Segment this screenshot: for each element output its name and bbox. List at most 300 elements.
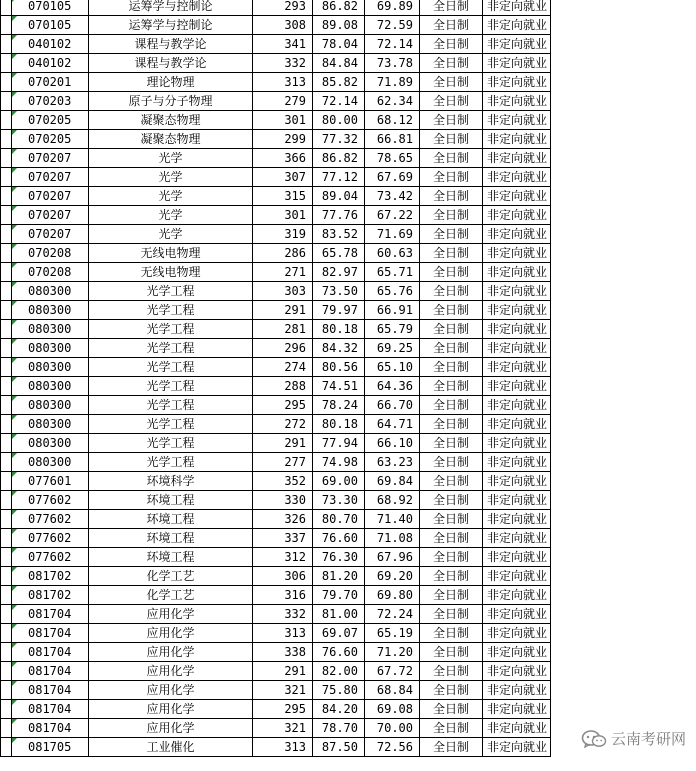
row-margin-cell[interactable]	[1, 244, 12, 263]
cell-total[interactable]: 307	[253, 168, 313, 187]
cell-score1[interactable]: 80.70	[313, 510, 365, 529]
cell-total[interactable]: 271	[253, 263, 313, 282]
cell-score1[interactable]: 65.78	[313, 244, 365, 263]
cell-plan[interactable]: 非定向就业	[483, 681, 551, 700]
cell-score1[interactable]: 79.97	[313, 301, 365, 320]
cell-code[interactable]	[12, 434, 89, 453]
row-margin-cell[interactable]	[1, 320, 12, 339]
cell-score2[interactable]: 67.96	[365, 548, 420, 567]
cell-score2[interactable]: 71.40	[365, 510, 420, 529]
cell-major[interactable]: 光学	[89, 206, 253, 225]
cell-plan[interactable]: 非定向就业	[483, 187, 551, 206]
cell-mode[interactable]: 全日制	[420, 35, 483, 54]
cell-code[interactable]	[12, 339, 89, 358]
row-margin-cell[interactable]	[1, 719, 12, 738]
cell-score1[interactable]: 74.51	[313, 377, 365, 396]
cell-total[interactable]: 301	[253, 111, 313, 130]
cell-mode[interactable]: 全日制	[420, 339, 483, 358]
cell-score1[interactable]: 73.30	[313, 491, 365, 510]
cell-plan[interactable]: 非定向就业	[483, 510, 551, 529]
cell-major[interactable]: 应用化学	[89, 624, 253, 643]
cell-score2[interactable]: 69.84	[365, 472, 420, 491]
row-margin-cell[interactable]	[1, 738, 12, 757]
cell-mode[interactable]: 全日制	[420, 624, 483, 643]
cell-score1[interactable]: 85.82	[313, 73, 365, 92]
cell-mode[interactable]: 全日制	[420, 434, 483, 453]
cell-mode[interactable]: 全日制	[420, 54, 483, 73]
cell-plan[interactable]: 非定向就业	[483, 358, 551, 377]
cell-mode[interactable]: 全日制	[420, 149, 483, 168]
cell-major[interactable]: 化学工艺	[89, 567, 253, 586]
cell-score1[interactable]: 86.82	[313, 0, 365, 16]
cell-score1[interactable]: 81.00	[313, 605, 365, 624]
cell-score1[interactable]: 75.80	[313, 681, 365, 700]
cell-code[interactable]	[12, 567, 89, 586]
cell-total[interactable]: 341	[253, 35, 313, 54]
cell-major[interactable]: 运筹学与控制论	[89, 16, 253, 35]
cell-score1[interactable]: 82.97	[313, 263, 365, 282]
row-margin-cell[interactable]	[1, 358, 12, 377]
cell-code[interactable]	[12, 415, 89, 434]
cell-score2[interactable]: 71.08	[365, 529, 420, 548]
cell-mode[interactable]: 全日制	[420, 206, 483, 225]
cell-total[interactable]: 332	[253, 54, 313, 73]
cell-score2[interactable]: 68.84	[365, 681, 420, 700]
cell-code[interactable]	[12, 16, 89, 35]
cell-major[interactable]: 凝聚态物理	[89, 130, 253, 149]
cell-score1[interactable]: 77.32	[313, 130, 365, 149]
cell-mode[interactable]: 全日制	[420, 396, 483, 415]
cell-major[interactable]: 应用化学	[89, 643, 253, 662]
cell-score2[interactable]: 71.69	[365, 225, 420, 244]
cell-major[interactable]: 理论物理	[89, 73, 253, 92]
cell-major[interactable]: 环境工程	[89, 529, 253, 548]
cell-plan[interactable]: 非定向就业	[483, 130, 551, 149]
cell-plan[interactable]: 非定向就业	[483, 643, 551, 662]
cell-plan[interactable]: 非定向就业	[483, 111, 551, 130]
cell-score1[interactable]: 81.20	[313, 567, 365, 586]
cell-total[interactable]: 277	[253, 453, 313, 472]
cell-code[interactable]	[12, 396, 89, 415]
row-margin-cell[interactable]	[1, 510, 12, 529]
cell-major[interactable]: 光学	[89, 149, 253, 168]
cell-score1[interactable]: 82.00	[313, 662, 365, 681]
cell-score2[interactable]: 73.78	[365, 54, 420, 73]
cell-total[interactable]: 313	[253, 624, 313, 643]
cell-total[interactable]: 352	[253, 472, 313, 491]
cell-major[interactable]: 光学	[89, 225, 253, 244]
cell-plan[interactable]: 非定向就业	[483, 0, 551, 16]
row-margin-cell[interactable]	[1, 54, 12, 73]
cell-mode[interactable]: 全日制	[420, 377, 483, 396]
cell-total[interactable]: 319	[253, 225, 313, 244]
cell-score1[interactable]: 80.00	[313, 111, 365, 130]
cell-total[interactable]: 291	[253, 434, 313, 453]
cell-total[interactable]: 312	[253, 548, 313, 567]
cell-code[interactable]	[12, 453, 89, 472]
cell-mode[interactable]: 全日制	[420, 16, 483, 35]
cell-major[interactable]: 环境科学	[89, 472, 253, 491]
cell-major[interactable]: 应用化学	[89, 719, 253, 738]
cell-mode[interactable]: 全日制	[420, 586, 483, 605]
cell-code[interactable]	[12, 54, 89, 73]
cell-score2[interactable]: 68.12	[365, 111, 420, 130]
cell-score1[interactable]: 80.56	[313, 358, 365, 377]
row-margin-cell[interactable]	[1, 700, 12, 719]
cell-mode[interactable]: 全日制	[420, 605, 483, 624]
cell-score1[interactable]: 76.60	[313, 643, 365, 662]
cell-plan[interactable]: 非定向就业	[483, 54, 551, 73]
row-margin-cell[interactable]	[1, 282, 12, 301]
cell-total[interactable]: 330	[253, 491, 313, 510]
cell-code[interactable]	[12, 529, 89, 548]
cell-major[interactable]: 原子与分子物理	[89, 92, 253, 111]
cell-score1[interactable]: 77.94	[313, 434, 365, 453]
cell-total[interactable]: 308	[253, 16, 313, 35]
cell-score2[interactable]: 68.92	[365, 491, 420, 510]
row-margin-cell[interactable]	[1, 35, 12, 54]
row-margin-cell[interactable]	[1, 567, 12, 586]
cell-plan[interactable]: 非定向就业	[483, 396, 551, 415]
cell-plan[interactable]: 非定向就业	[483, 206, 551, 225]
cell-code[interactable]	[12, 605, 89, 624]
cell-code[interactable]	[12, 73, 89, 92]
cell-major[interactable]: 应用化学	[89, 605, 253, 624]
row-margin-cell[interactable]	[1, 453, 12, 472]
cell-code[interactable]	[12, 662, 89, 681]
row-margin-cell[interactable]	[1, 16, 12, 35]
cell-major[interactable]: 光学工程	[89, 377, 253, 396]
cell-score1[interactable]: 69.07	[313, 624, 365, 643]
cell-total[interactable]: 286	[253, 244, 313, 263]
cell-score2[interactable]: 71.89	[365, 73, 420, 92]
cell-score2[interactable]: 69.08	[365, 700, 420, 719]
cell-total[interactable]: 313	[253, 73, 313, 92]
cell-total[interactable]: 315	[253, 187, 313, 206]
cell-code[interactable]	[12, 377, 89, 396]
cell-mode[interactable]: 全日制	[420, 111, 483, 130]
cell-mode[interactable]: 全日制	[420, 567, 483, 586]
cell-major[interactable]: 环境工程	[89, 548, 253, 567]
row-margin-cell[interactable]	[1, 396, 12, 415]
cell-total[interactable]: 295	[253, 396, 313, 415]
cell-plan[interactable]: 非定向就业	[483, 700, 551, 719]
cell-major[interactable]: 运筹学与控制论	[89, 0, 253, 16]
cell-score1[interactable]: 73.50	[313, 282, 365, 301]
cell-score1[interactable]: 83.52	[313, 225, 365, 244]
cell-score1[interactable]: 79.70	[313, 586, 365, 605]
cell-score1[interactable]: 84.20	[313, 700, 365, 719]
cell-score2[interactable]: 67.22	[365, 206, 420, 225]
cell-mode[interactable]: 全日制	[420, 415, 483, 434]
cell-score1[interactable]: 84.32	[313, 339, 365, 358]
cell-mode[interactable]: 全日制	[420, 225, 483, 244]
cell-code[interactable]	[12, 548, 89, 567]
cell-score2[interactable]: 66.10	[365, 434, 420, 453]
cell-mode[interactable]: 全日制	[420, 662, 483, 681]
row-margin-cell[interactable]	[1, 149, 12, 168]
row-margin-cell[interactable]	[1, 548, 12, 567]
cell-score1[interactable]: 77.76	[313, 206, 365, 225]
cell-code[interactable]	[12, 624, 89, 643]
cell-total[interactable]: 295	[253, 700, 313, 719]
cell-major[interactable]: 环境工程	[89, 491, 253, 510]
cell-plan[interactable]: 非定向就业	[483, 548, 551, 567]
cell-code[interactable]	[12, 282, 89, 301]
cell-code[interactable]	[12, 130, 89, 149]
cell-mode[interactable]: 全日制	[420, 282, 483, 301]
cell-code[interactable]	[12, 510, 89, 529]
row-margin-cell[interactable]	[1, 111, 12, 130]
cell-major[interactable]: 光学	[89, 168, 253, 187]
cell-score2[interactable]: 65.19	[365, 624, 420, 643]
row-margin-cell[interactable]	[1, 624, 12, 643]
cell-mode[interactable]: 全日制	[420, 643, 483, 662]
cell-mode[interactable]: 全日制	[420, 491, 483, 510]
cell-total[interactable]: 288	[253, 377, 313, 396]
cell-mode[interactable]: 全日制	[420, 738, 483, 757]
cell-plan[interactable]: 非定向就业	[483, 586, 551, 605]
cell-plan[interactable]: 非定向就业	[483, 35, 551, 54]
row-margin-cell[interactable]	[1, 662, 12, 681]
cell-code[interactable]	[12, 320, 89, 339]
cell-mode[interactable]: 全日制	[420, 168, 483, 187]
cell-score2[interactable]: 60.63	[365, 244, 420, 263]
cell-plan[interactable]: 非定向就业	[483, 320, 551, 339]
cell-major[interactable]: 光学工程	[89, 396, 253, 415]
cell-plan[interactable]: 非定向就业	[483, 282, 551, 301]
cell-score2[interactable]: 73.42	[365, 187, 420, 206]
cell-score2[interactable]: 69.25	[365, 339, 420, 358]
cell-score2[interactable]: 69.80	[365, 586, 420, 605]
cell-score1[interactable]: 86.82	[313, 149, 365, 168]
cell-score1[interactable]: 69.00	[313, 472, 365, 491]
cell-code[interactable]	[12, 206, 89, 225]
cell-code[interactable]	[12, 358, 89, 377]
cell-score2[interactable]: 78.65	[365, 149, 420, 168]
cell-total[interactable]: 299	[253, 130, 313, 149]
cell-plan[interactable]: 非定向就业	[483, 16, 551, 35]
cell-total[interactable]: 274	[253, 358, 313, 377]
cell-code[interactable]	[12, 472, 89, 491]
cell-score2[interactable]: 71.20	[365, 643, 420, 662]
cell-mode[interactable]: 全日制	[420, 510, 483, 529]
cell-score2[interactable]: 64.71	[365, 415, 420, 434]
row-margin-cell[interactable]	[1, 206, 12, 225]
cell-code[interactable]	[12, 168, 89, 187]
cell-plan[interactable]: 非定向就业	[483, 491, 551, 510]
cell-plan[interactable]: 非定向就业	[483, 719, 551, 738]
cell-plan[interactable]: 非定向就业	[483, 472, 551, 491]
cell-total[interactable]: 326	[253, 510, 313, 529]
row-margin-cell[interactable]	[1, 130, 12, 149]
cell-code[interactable]	[12, 681, 89, 700]
cell-mode[interactable]: 全日制	[420, 320, 483, 339]
cell-score2[interactable]: 70.00	[365, 719, 420, 738]
cell-major[interactable]: 应用化学	[89, 681, 253, 700]
cell-total[interactable]: 291	[253, 662, 313, 681]
cell-major[interactable]: 化学工艺	[89, 586, 253, 605]
cell-total[interactable]: 306	[253, 567, 313, 586]
cell-plan[interactable]: 非定向就业	[483, 624, 551, 643]
cell-code[interactable]	[12, 301, 89, 320]
cell-major[interactable]: 光学工程	[89, 415, 253, 434]
cell-score2[interactable]: 67.72	[365, 662, 420, 681]
cell-major[interactable]: 凝聚态物理	[89, 111, 253, 130]
cell-major[interactable]: 工业催化	[89, 738, 253, 757]
row-margin-cell[interactable]	[1, 643, 12, 662]
cell-total[interactable]: 279	[253, 92, 313, 111]
row-margin-cell[interactable]	[1, 225, 12, 244]
cell-code[interactable]	[12, 187, 89, 206]
cell-plan[interactable]: 非定向就业	[483, 149, 551, 168]
cell-major[interactable]: 课程与教学论	[89, 35, 253, 54]
cell-code[interactable]	[12, 738, 89, 757]
cell-total[interactable]: 296	[253, 339, 313, 358]
cell-plan[interactable]: 非定向就业	[483, 567, 551, 586]
cell-code[interactable]	[12, 700, 89, 719]
cell-score2[interactable]: 62.34	[365, 92, 420, 111]
cell-plan[interactable]: 非定向就业	[483, 453, 551, 472]
row-margin-cell[interactable]	[1, 415, 12, 434]
cell-score1[interactable]: 80.18	[313, 320, 365, 339]
row-margin-cell[interactable]	[1, 73, 12, 92]
row-margin-cell[interactable]	[1, 301, 12, 320]
cell-total[interactable]: 332	[253, 605, 313, 624]
cell-major[interactable]: 无线电物理	[89, 263, 253, 282]
cell-code[interactable]	[12, 149, 89, 168]
cell-score2[interactable]: 65.79	[365, 320, 420, 339]
cell-plan[interactable]: 非定向就业	[483, 263, 551, 282]
cell-plan[interactable]: 非定向就业	[483, 415, 551, 434]
cell-score1[interactable]: 76.60	[313, 529, 365, 548]
cell-score1[interactable]: 72.14	[313, 92, 365, 111]
cell-plan[interactable]: 非定向就业	[483, 529, 551, 548]
cell-total[interactable]: 337	[253, 529, 313, 548]
cell-score1[interactable]: 89.08	[313, 16, 365, 35]
cell-major[interactable]: 光学工程	[89, 282, 253, 301]
cell-mode[interactable]: 全日制	[420, 453, 483, 472]
row-margin-cell[interactable]	[1, 339, 12, 358]
cell-code[interactable]	[12, 111, 89, 130]
cell-plan[interactable]: 非定向就业	[483, 73, 551, 92]
row-margin-cell[interactable]	[1, 472, 12, 491]
cell-score1[interactable]: 80.18	[313, 415, 365, 434]
cell-score2[interactable]: 69.20	[365, 567, 420, 586]
cell-mode[interactable]: 全日制	[420, 73, 483, 92]
cell-mode[interactable]: 全日制	[420, 263, 483, 282]
cell-plan[interactable]: 非定向就业	[483, 738, 551, 757]
cell-code[interactable]	[12, 0, 89, 16]
row-margin-cell[interactable]	[1, 168, 12, 187]
row-margin-cell[interactable]	[1, 92, 12, 111]
cell-code[interactable]	[12, 263, 89, 282]
cell-code[interactable]	[12, 643, 89, 662]
cell-score2[interactable]: 72.24	[365, 605, 420, 624]
cell-score1[interactable]: 74.98	[313, 453, 365, 472]
cell-major[interactable]: 环境工程	[89, 510, 253, 529]
cell-major[interactable]: 应用化学	[89, 700, 253, 719]
cell-total[interactable]: 303	[253, 282, 313, 301]
cell-code[interactable]	[12, 244, 89, 263]
cell-score2[interactable]: 72.59	[365, 16, 420, 35]
row-margin-cell[interactable]	[1, 605, 12, 624]
cell-mode[interactable]: 全日制	[420, 244, 483, 263]
cell-mode[interactable]: 全日制	[420, 358, 483, 377]
cell-score1[interactable]: 78.24	[313, 396, 365, 415]
cell-total[interactable]: 313	[253, 738, 313, 757]
cell-total[interactable]: 316	[253, 586, 313, 605]
cell-plan[interactable]: 非定向就业	[483, 168, 551, 187]
cell-score1[interactable]: 77.12	[313, 168, 365, 187]
cell-total[interactable]: 366	[253, 149, 313, 168]
cell-score2[interactable]: 72.56	[365, 738, 420, 757]
cell-plan[interactable]: 非定向就业	[483, 662, 551, 681]
row-margin-cell[interactable]	[1, 491, 12, 510]
cell-major[interactable]: 无线电物理	[89, 244, 253, 263]
cell-score2[interactable]: 65.10	[365, 358, 420, 377]
cell-major[interactable]: 光学工程	[89, 358, 253, 377]
cell-total[interactable]: 272	[253, 415, 313, 434]
cell-score2[interactable]: 66.81	[365, 130, 420, 149]
row-margin-cell[interactable]	[1, 263, 12, 282]
cell-score1[interactable]: 78.04	[313, 35, 365, 54]
cell-plan[interactable]: 非定向就业	[483, 605, 551, 624]
cell-plan[interactable]: 非定向就业	[483, 339, 551, 358]
cell-mode[interactable]: 全日制	[420, 681, 483, 700]
cell-mode[interactable]: 全日制	[420, 700, 483, 719]
cell-major[interactable]: 光学工程	[89, 453, 253, 472]
cell-score1[interactable]: 87.50	[313, 738, 365, 757]
cell-mode[interactable]: 全日制	[420, 187, 483, 206]
cell-plan[interactable]: 非定向就业	[483, 434, 551, 453]
cell-score2[interactable]: 69.89	[365, 0, 420, 16]
cell-plan[interactable]: 非定向就业	[483, 244, 551, 263]
cell-mode[interactable]: 全日制	[420, 719, 483, 738]
cell-code[interactable]	[12, 225, 89, 244]
cell-total[interactable]: 293	[253, 0, 313, 16]
cell-mode[interactable]: 全日制	[420, 529, 483, 548]
cell-major[interactable]: 光学工程	[89, 320, 253, 339]
cell-code[interactable]	[12, 586, 89, 605]
row-margin-cell[interactable]	[1, 377, 12, 396]
row-margin-cell[interactable]	[1, 681, 12, 700]
cell-total[interactable]: 281	[253, 320, 313, 339]
cell-total[interactable]: 301	[253, 206, 313, 225]
cell-plan[interactable]: 非定向就业	[483, 225, 551, 244]
cell-total[interactable]: 321	[253, 681, 313, 700]
cell-major[interactable]: 光学工程	[89, 434, 253, 453]
cell-major[interactable]: 应用化学	[89, 662, 253, 681]
cell-major[interactable]: 课程与教学论	[89, 54, 253, 73]
row-margin-cell[interactable]	[1, 0, 12, 16]
cell-mode[interactable]: 全日制	[420, 130, 483, 149]
cell-code[interactable]	[12, 491, 89, 510]
cell-score2[interactable]: 66.91	[365, 301, 420, 320]
cell-plan[interactable]: 非定向就业	[483, 92, 551, 111]
cell-score2[interactable]: 65.71	[365, 263, 420, 282]
cell-mode[interactable]: 全日制	[420, 472, 483, 491]
cell-score2[interactable]: 64.36	[365, 377, 420, 396]
cell-plan[interactable]: 非定向就业	[483, 301, 551, 320]
row-margin-cell[interactable]	[1, 586, 12, 605]
cell-major[interactable]: 光学	[89, 187, 253, 206]
cell-score1[interactable]: 76.30	[313, 548, 365, 567]
cell-total[interactable]: 291	[253, 301, 313, 320]
cell-total[interactable]: 321	[253, 719, 313, 738]
cell-mode[interactable]: 全日制	[420, 301, 483, 320]
cell-score2[interactable]: 65.76	[365, 282, 420, 301]
